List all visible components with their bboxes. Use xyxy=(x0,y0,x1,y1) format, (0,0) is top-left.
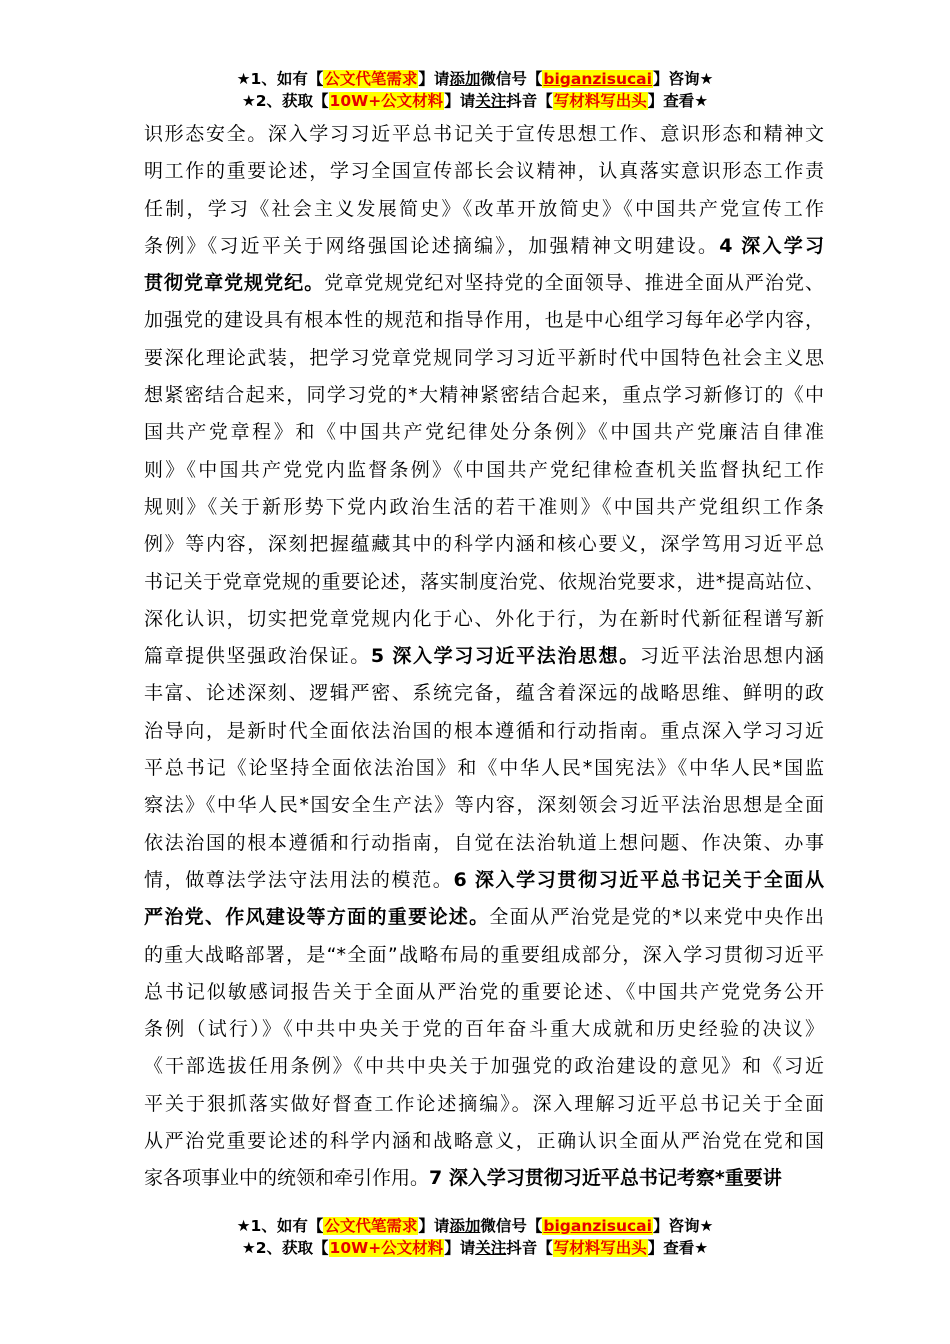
text-line xyxy=(144,526,824,563)
text-line xyxy=(144,787,824,824)
body-text-run: 规则》《关于新形势下党内政治生活的若干准则》《中国共产党组织工作条 xyxy=(144,495,824,518)
text-line xyxy=(144,452,824,489)
body-text-run: 党章党规党纪对坚持党的全面领导、推进全面从严治党、 xyxy=(324,272,824,295)
banner-line-2: ★2、获取【10W+公文材料】请关注抖音【写材料写出头】查看★ xyxy=(241,92,709,110)
text-line xyxy=(144,675,824,712)
text-line xyxy=(144,1123,824,1160)
text-line xyxy=(144,489,824,526)
body-text-run: 条例（试行）》《中共中央关于党的百年奋斗重大成就和历史经验的决议》 xyxy=(144,1018,824,1041)
douyin-account: 写材料写出头 xyxy=(553,92,647,110)
wechat-id: biganzisucai xyxy=(543,1217,652,1235)
text-line xyxy=(144,974,824,1011)
highlight-service: 公文代笔需求 xyxy=(324,70,418,88)
body-text-run: 想紧密结合起来，同学习党的*大精神紧密结合起来，重点学习新修订的《中 xyxy=(144,384,824,407)
body-text-run: 依法治国的根本遵循和行动指南，自觉在法治轨道上想问题、作决策、办事 xyxy=(144,831,824,854)
text-line xyxy=(144,153,824,190)
body-text-run: 从严治党重要论述的科学内涵和战略意义，正确认识全面从严治党在党和国 xyxy=(144,1130,824,1153)
douyin-account: 写材料写出头 xyxy=(553,1239,647,1257)
body-text-run: 平关于狠抓落实做好督查工作论述摘编》。深入理解习近平总书记关于全面 xyxy=(144,1092,824,1115)
bold-heading-text: 严治党、作风建设等方面的重要论述。 xyxy=(144,906,490,929)
body-text-run: 国共产党章程》和《中国共产党纪律处分条例》《中国共产党廉洁自律准 xyxy=(144,421,824,444)
body-text-run: 全面从严治党是党的*以来党中央作出 xyxy=(489,906,824,929)
text-line xyxy=(144,1011,824,1048)
text-line xyxy=(144,228,824,265)
body-text-run: 任制，学习《社会主义发展简史》《改革开放简史》《中国共产党宣传工作 xyxy=(144,197,824,220)
wechat-id: biganzisucai xyxy=(543,70,652,88)
text-line xyxy=(144,825,824,862)
banner-line-2: ★2、获取【10W+公文材料】请关注抖音【写材料写出头】查看★ xyxy=(241,1239,709,1257)
body-text-run: 条例》《习近平关于网络强国论述摘编》，加强精神文明建设。 xyxy=(144,234,720,257)
text-line xyxy=(144,265,824,302)
text-line xyxy=(144,377,824,414)
text-line xyxy=(144,191,824,228)
text-line xyxy=(144,638,824,675)
text-line xyxy=(144,1086,824,1123)
body-text-run: 治导向，是新时代全面依法治国的根本遵循和行动指南。重点深入学习习近 xyxy=(144,719,824,742)
text-line xyxy=(144,899,824,936)
text-line xyxy=(144,1160,824,1197)
text-line xyxy=(144,750,824,787)
body-text-run: 书记关于党章党规的重要论述，落实制度治党、依规治党要求，进*提高站位、 xyxy=(144,570,824,593)
body-text-run: 明工作的重要论述，学习全国宣传部长会议精神，认真落实意识形态工作责 xyxy=(144,160,824,183)
text-line xyxy=(144,601,824,638)
body-text-run: 加强党的建设具有根本性的规范和指导作用，也是中心组学习每年必学内容， xyxy=(144,309,824,332)
body-text-run: 习近平法治思想内涵 xyxy=(639,645,824,668)
body-text-run: 家各项事业中的统领和牵引作用。 xyxy=(144,1167,430,1190)
highlight-materials: 10W+公文材料 xyxy=(329,1239,444,1257)
text-line xyxy=(144,713,824,750)
body-text-run: 篇章提供坚强政治保证。 xyxy=(144,645,371,668)
highlight-materials: 10W+公文材料 xyxy=(329,92,444,110)
banner-line-1: ★1、如有【公文代笔需求】请添加微信号【biganzisucai】咨询★ xyxy=(236,1217,714,1235)
bold-heading-text: 4 深入学习 xyxy=(719,234,824,257)
text-line xyxy=(144,116,824,153)
body-text-run: 例》等内容，深刻把握蕴藏其中的科学内涵和核心要义，深学笃用习近平总 xyxy=(144,533,824,556)
body-text-run: 察法》《中华人民*国安全生产法》等内容，深刻领会习近平法治思想是全面 xyxy=(144,794,824,817)
footer-banner xyxy=(0,1215,950,1259)
body-text-run: 识形态安全。深入学习习近平总书记关于宣传思想工作、意识形态和精神文 xyxy=(144,123,824,145)
text-line xyxy=(144,1048,824,1085)
body-text-run: 总书记似敏感词报告关于全面从严治党的重要论述、《中国共产党党务公开 xyxy=(144,980,824,1003)
body-text-run: 《干部选拔任用条例》《中共中央关于加强党的政治建设的意见》和《习近 xyxy=(144,1055,824,1078)
text-line xyxy=(144,302,824,339)
body-text-run: 的重大战略部署，是“*全面”战略布局的重要组成部分，深入学习贯彻习近平 xyxy=(144,943,824,966)
banner-line-1: ★1、如有【公文代笔需求】请添加微信号【biganzisucai】咨询★ xyxy=(236,70,714,88)
text-line xyxy=(144,937,824,974)
bold-heading-text: 5 深入学习习近平法治思想。 xyxy=(370,645,640,668)
bold-heading-text: 7 深入学习贯彻习近平总书记考察*重要讲 xyxy=(429,1167,782,1190)
text-line xyxy=(144,414,824,451)
bold-heading-text: 6 深入学习贯彻习近平总书记关于全面从 xyxy=(453,868,824,891)
highlight-service: 公文代笔需求 xyxy=(324,1217,418,1235)
bold-heading-text: 贯彻党章党规党纪。 xyxy=(144,272,325,295)
body-text-run: 丰富、论述深刻、逻辑严密、系统完备，蕴含着深远的战略思维、鲜明的政 xyxy=(144,682,824,705)
body-text-run: 要深化理论武装，把学习党章党规同学习习近平新时代中国特色社会主义思 xyxy=(144,346,824,369)
text-line xyxy=(144,862,824,899)
header-banner xyxy=(0,68,950,112)
body-text-run: 情，做尊法学法守法用法的模范。 xyxy=(144,868,454,891)
document-body xyxy=(144,116,824,1198)
text-line xyxy=(144,564,824,601)
body-text-run: 则》《中国共产党党内监督条例》《中国共产党纪律检查机关监督执纪工作 xyxy=(144,458,824,481)
body-text-run: 平总书记《论坚持全面依法治国》和《中华人民*国宪法》《中华人民*国监 xyxy=(144,757,824,780)
text-line xyxy=(144,340,824,377)
body-text-run: 深化认识，切实把党章党规内化于心、外化于行，为在新时代新征程谱写新 xyxy=(144,607,824,630)
